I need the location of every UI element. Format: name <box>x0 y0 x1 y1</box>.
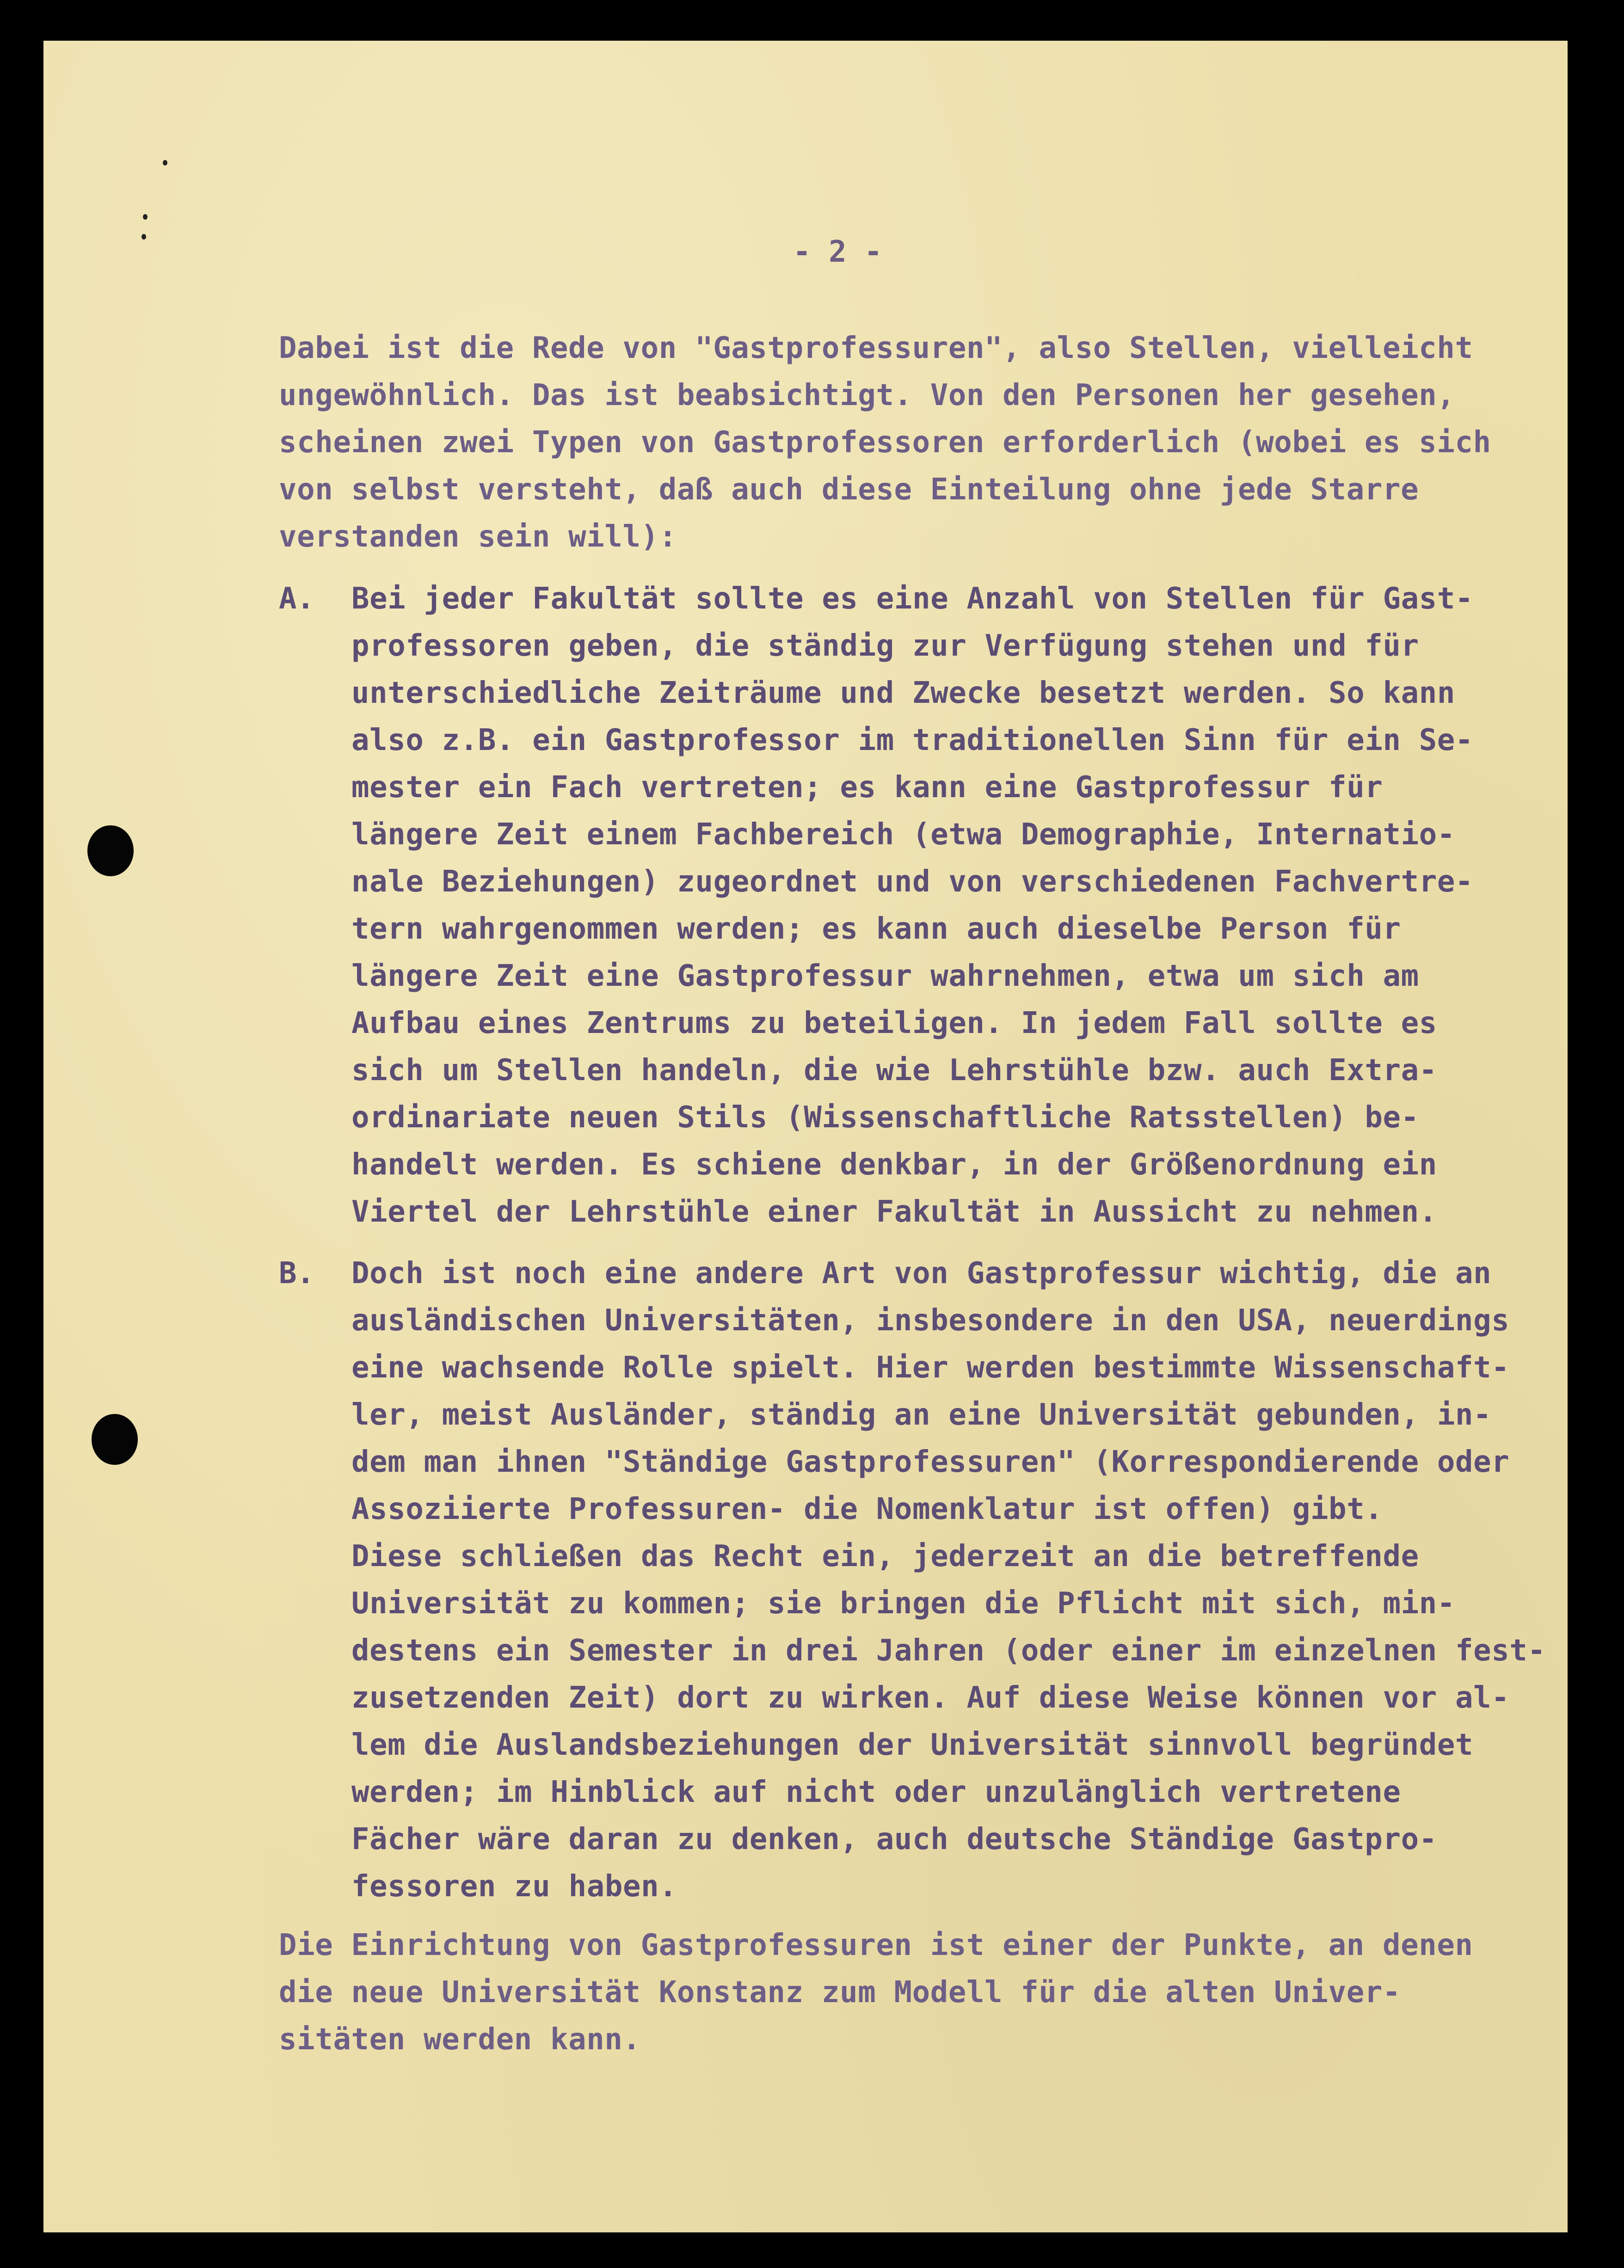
text-line: verstanden sein will): <box>279 520 677 554</box>
list-marker-a: A. <box>279 582 315 616</box>
text-line: ungewöhnlich. Das ist beabsichtigt. Von den Personen her gesehen, <box>279 378 1455 412</box>
text-line: ler, meist Ausländer, ständig an eine Universität gebunden, in- <box>351 1398 1492 1432</box>
text-line: Diese schließen das Recht ein, jederzeit an die betreffende <box>351 1539 1419 1573</box>
text-line: eine wachsende Rolle spielt. Hier werden bestimmte Wissenschaft- <box>351 1351 1510 1385</box>
text-line: scheinen zwei Typen von Gastprofessoren erforderlich (wobei es sich <box>279 425 1491 460</box>
text-line: destens ein Semester in drei Jahren (oder einer im einzelnen fest- <box>351 1634 1546 1668</box>
text-line: längere Zeit einem Fachbereich (etwa Demographie, Internatio- <box>351 817 1456 852</box>
text-line: sitäten werden kann. <box>279 2022 641 2057</box>
text-line: werden; im Hinblick auf nicht oder unzulänglich vertretene <box>351 1775 1401 1809</box>
text-line: handelt werden. Es schiene denkbar, in der Größenordnung ein <box>351 1148 1437 1182</box>
text-line: die neue Universität Konstanz zum Modell für die alten Univer- <box>279 1975 1401 2010</box>
text-line: zusetzenden Zeit) dort zu wirken. Auf diese Weise können vor al- <box>351 1681 1510 1715</box>
text-line: unterschiedliche Zeiträume und Zwecke besetzt werden. So kann <box>351 676 1456 710</box>
list-marker-b: B. <box>279 1256 315 1291</box>
conclusion-paragraph <box>279 1922 1473 2063</box>
text-line: sich um Stellen handeln, die wie Lehrstühle bzw. auch Extra- <box>351 1053 1437 1088</box>
ink-speck <box>141 234 146 240</box>
text-line: Doch ist noch eine andere Art von Gastprofessur wichtig, die an <box>351 1256 1492 1291</box>
text-line: von selbst versteht, daß auch diese Einteilung ohne jede Starre <box>279 473 1419 507</box>
ink-speck <box>143 214 148 220</box>
list-item-b-text <box>351 1250 1546 1910</box>
punch-hole <box>92 1414 138 1465</box>
text-line: Dabei ist die Rede von "Gastprofessuren", also Stellen, vielleicht <box>279 331 1473 365</box>
text-line: professoren geben, die ständig zur Verfügung stehen und für <box>351 629 1419 663</box>
text-line: fessoren zu haben. <box>351 1869 677 1904</box>
text-line: Die Einrichtung von Gastprofessuren ist einer der Punkte, an denen <box>279 1928 1473 1962</box>
text-line: mester ein Fach vertreten; es kann eine Gastprofessur für <box>351 770 1383 805</box>
text-line: nale Beziehungen) zugeordnet und von verschiedenen Fachvertre- <box>351 865 1474 899</box>
text-line: ordinariate neuen Stils (Wissenschaftliche Ratsstellen) be- <box>351 1100 1419 1135</box>
text-line: lem die Auslandsbeziehungen der Universität sinnvoll begründet <box>351 1728 1474 1762</box>
text-line: Universität zu kommen; sie bringen die Pflicht mit sich, min- <box>351 1586 1456 1621</box>
ink-speck <box>163 160 167 166</box>
punch-hole <box>87 825 134 876</box>
text-line: tern wahrgenommen werden; es kann auch dieselbe Person für <box>351 912 1401 946</box>
text-line: Assoziierte Professuren- die Nomenklatur ist offen) gibt. <box>351 1492 1383 1526</box>
text-line: Aufbau eines Zentrums zu beteiligen. In jedem Fall sollte es <box>351 1006 1437 1040</box>
text-line: also z.B. ein Gastprofessor im traditionellen Sinn für ein Se- <box>351 723 1474 757</box>
text-line: Bei jeder Fakultät sollte es eine Anzahl von Stellen für Gast- <box>351 582 1474 616</box>
list-item-a-text <box>351 575 1473 1235</box>
page-number: - 2 - <box>793 235 882 269</box>
text-line: Viertel der Lehrstühle einer Fakultät in Aussicht zu nehmen. <box>351 1195 1437 1229</box>
text-line: ausländischen Universitäten, insbesondere in den USA, neuerdings <box>351 1303 1510 1338</box>
text-line: dem man ihnen "Ständige Gastprofessuren" (Korrespondierende oder <box>351 1445 1510 1479</box>
text-line: Fächer wäre daran zu denken, auch deutsche Ständige Gastpro- <box>351 1822 1437 1856</box>
text-line: längere Zeit eine Gastprofessur wahrnehmen, etwa um sich am <box>351 959 1419 993</box>
intro-paragraph <box>279 325 1491 560</box>
